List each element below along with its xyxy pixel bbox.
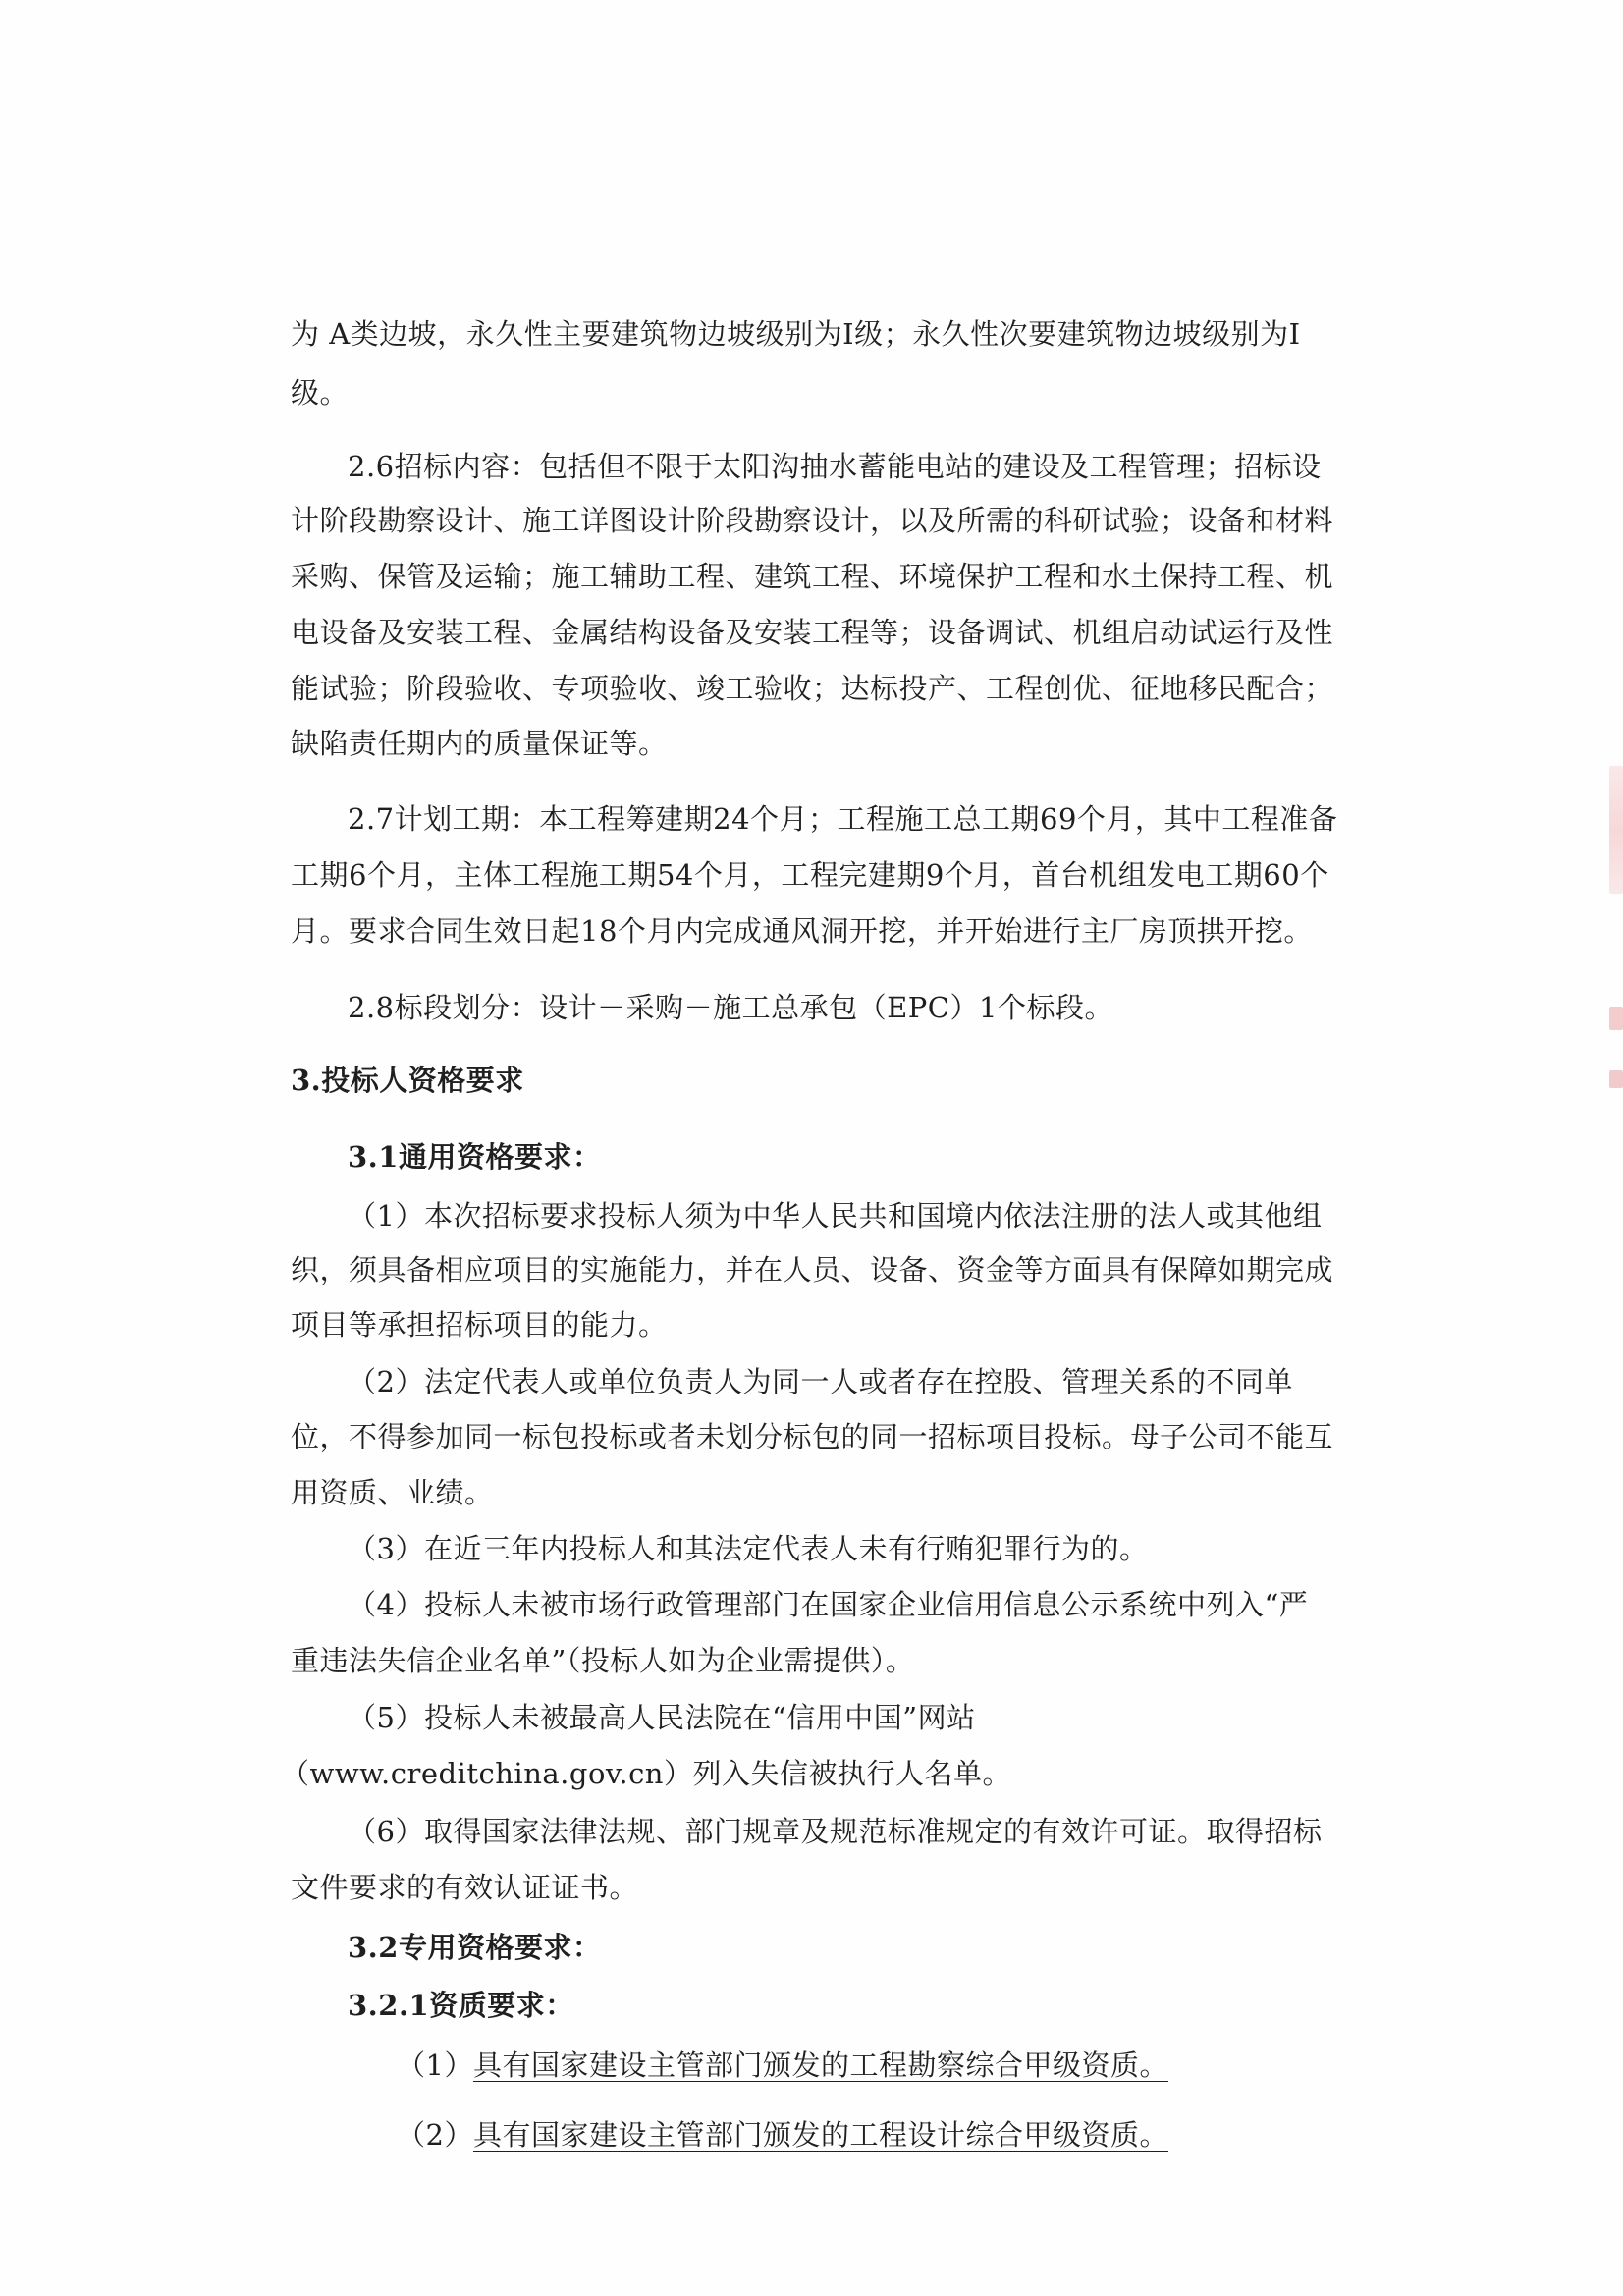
qualification-item-1-number: （1） [397,2049,473,2082]
text-line: 计阶段勘察设计、施工详图设计阶段勘察设计，以及所需的科研试验；设备和材料 [291,504,1334,537]
text-line: 织，须具备相应项目的实施能力，并在人员、设备、资金等方面具有保障如期完成 [291,1253,1334,1286]
qualification-item-2 [397,2115,1168,2155]
section-2-8-line: 2.8标段划分：设计－采购－施工总承包（EPC）1个标段。 [348,991,1113,1024]
qualification-item-1-text: 具有国家建设主管部门颁发的工程勘察综合甲级资质。 [472,2049,1168,2082]
subsection-heading-3-2-1: 3.2.1资质要求： [348,1989,574,2022]
subsection-heading-3-1: 3.1通用资格要求： [348,1140,602,1174]
text-line: 月。要求合同生效日起18个月内完成通风洞开挖，并开始进行主厂房顶拱开挖。 [291,914,1313,948]
qualification-item-2-text: 具有国家建设主管部门颁发的工程设计综合甲级资质。 [472,2118,1168,2152]
item-4-line: （4）投标人未被市场行政管理部门在国家企业信用信息公示系统中列入“严 [348,1588,1309,1621]
qualification-item-2-number: （2） [397,2118,473,2152]
text-line: 采购、保管及运输；施工辅助工程、建筑工程、环境保护工程和水土保持工程、机 [291,560,1334,593]
text-line: （www.creditchina.gov.cn）列入失信被执行人名单。 [281,1757,1011,1790]
text-line: 文件要求的有效认证证书。 [291,1871,639,1904]
text-line: 位，不得参加同一标包投标或者未划分标包的同一招标项目投标。母子公司不能互 [291,1420,1334,1453]
text-line: 缺陷责任期内的质量保证等。 [291,727,668,760]
text-line: 能试验；阶段验收、专项验收、竣工验收；达标投产、工程创优、征地移民配合； [291,672,1334,705]
item-1-line: （1）本次招标要求投标人须为中华人民共和国境内依法注册的法人或其他组 [348,1199,1323,1232]
text-line: 用资质、业绩。 [291,1476,494,1509]
text-line: 重违法失信企业名单”（投标人如为企业需提供）。 [291,1644,915,1677]
section-2-7-line: 2.7计划工期：本工程筹建期24个月；工程施工总工期69个月，其中工程准备 [348,802,1338,836]
text-line: 电设备及安装工程、金属结构设备及安装工程等；设备调试、机组启动试运行及性 [291,616,1334,649]
text-line: 工期6个月，主体工程施工期54个月，工程完建期9个月，首台机组发电工期60个 [291,858,1329,892]
section-2-6-line: 2.6招标内容：包括但不限于太阳沟抽水蓄能电站的建设及工程管理；招标设 [348,450,1322,483]
item-3-line: （3）在近三年内投标人和其法定代表人未有行贿犯罪行为的。 [348,1532,1149,1565]
item-5-line: （5）投标人未被最高人民法院在“信用中国”网站 [348,1701,976,1734]
item-6-line: （6）取得国家法律法规、部门规章及规范标准规定的有效许可证。取得招标 [348,1815,1323,1848]
text-line: 级。 [291,376,350,410]
seal-edge-mark [1609,766,1623,894]
qualification-item-1 [397,2046,1168,2085]
seal-edge-mark [1609,1007,1623,1030]
seal-edge-mark [1609,1070,1623,1088]
item-2-line: （2）法定代表人或单位负责人为同一人或者存在控股、管理关系的不同单 [348,1365,1293,1398]
section-heading-3: 3.投标人资格要求 [291,1064,524,1097]
subsection-heading-3-2: 3.2专用资格要求： [348,1931,602,1964]
text-line: 项目等承担招标项目的能力。 [291,1308,668,1341]
text-line: 为 A类边坡，永久性主要建筑物边坡级别为Ⅰ级；永久性次要建筑物边坡级别为Ⅰ [291,317,1301,351]
